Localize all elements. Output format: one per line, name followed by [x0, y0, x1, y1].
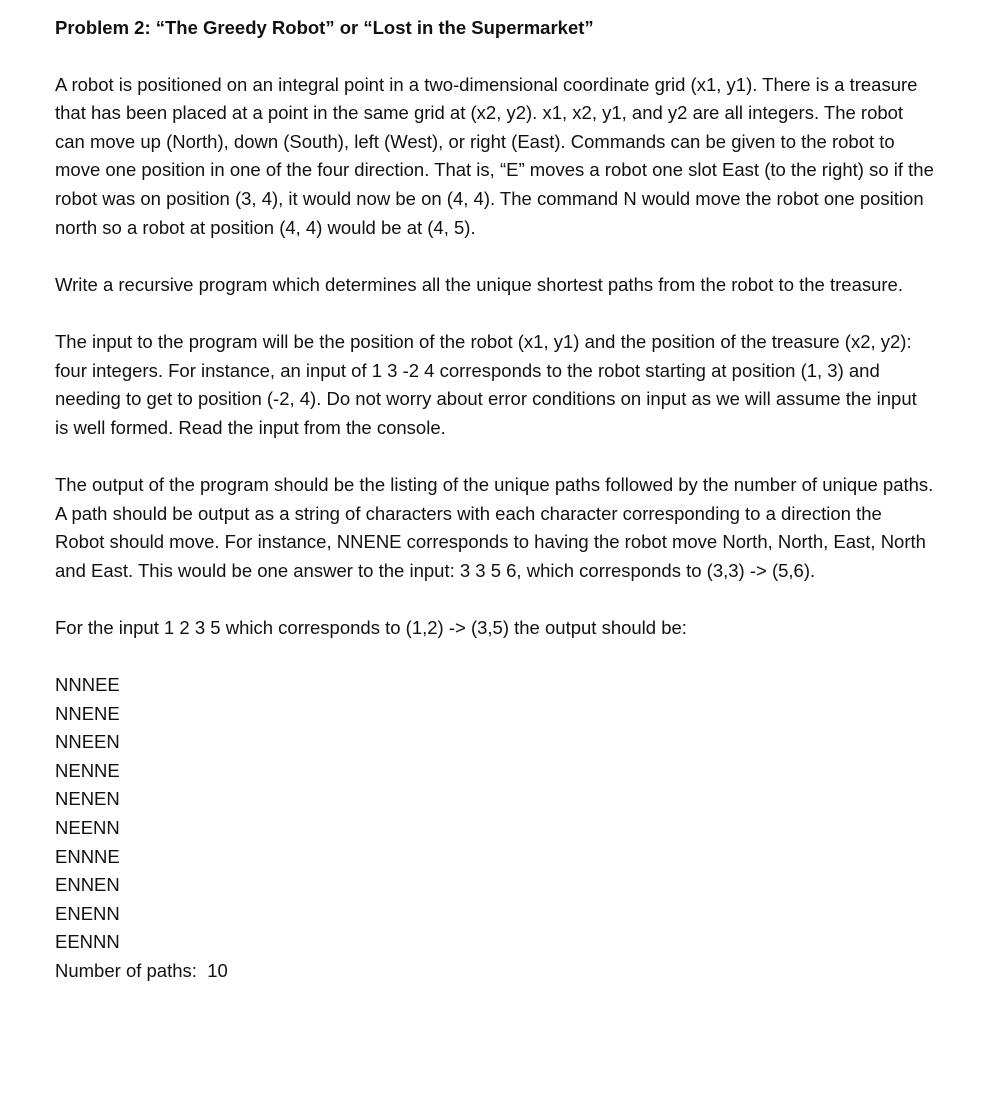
example-path: NNEEN [55, 731, 120, 753]
example-path: NEENN [55, 817, 120, 839]
example-path: EENNN [55, 931, 120, 953]
example-path: NENEN [55, 788, 120, 810]
paragraph-output-spec: The output of the program should be the listing of the unique paths followed by the number of unique paths. A path should be output as a string of characters with each character corresponding to a direction the Robot should move. For instance, NNENE corresponds to having the robot move North, North, East, North and East. This would be one answer to the input: 3 3 5 6, which corresponds to (3,3) -> (5,6). [55, 473, 934, 581]
path-count-line [55, 957, 935, 986]
path-count-label: Number of paths: [55, 960, 197, 981]
paragraph-task: Write a recursive program which determines all the unique shortest paths from the robot to the treasure. [55, 273, 903, 295]
document-page [55, 14, 935, 986]
example-path: ENNNE [55, 845, 120, 867]
example-path: NNNEE [55, 674, 120, 696]
paragraph-example-intro: For the input 1 2 3 5 which corresponds to (1,2) -> (3,5) the output should be: [55, 616, 687, 638]
example-path: NNENE [55, 702, 120, 724]
path-count-value: 10 [207, 960, 228, 981]
paragraph-problem-description: A robot is positioned on an integral point in a two-dimensional coordinate grid (x1, y1). There is a treasure that has been placed at a point in the same grid at (x2, y2). x1, x2, y1, and y2 are all integers. The robot can move up (North), down (South), left (West), or right (East). Commands can be given to the robot to move one position in one of the four direction. That is, “E” moves a robot one slot East (to the right) so if the robot was on position (3, 4), it would now be on (4, 4). The command N would move the robot one position north so a robot at position (4, 4) would be at (4, 5). [55, 73, 934, 238]
example-path: NENNE [55, 759, 120, 781]
paragraph-input-spec: The input to the program will be the position of the robot (x1, y1) and the position of the treasure (x2, y2): four integers. For instance, an input of 1 3 -2 4 corresponds to the robot starting at position (1, 3) and needing to get to position (-2, 4). Do not worry about error conditions on input as we will assume the input is well formed. Read the input from the console. [55, 330, 917, 438]
example-path: ENNEN [55, 874, 120, 896]
example-output-list [55, 671, 935, 957]
example-path: ENENN [55, 902, 120, 924]
problem-title: Problem 2: “The Greedy Robot” or “Lost in the Supermarket” [55, 17, 594, 38]
